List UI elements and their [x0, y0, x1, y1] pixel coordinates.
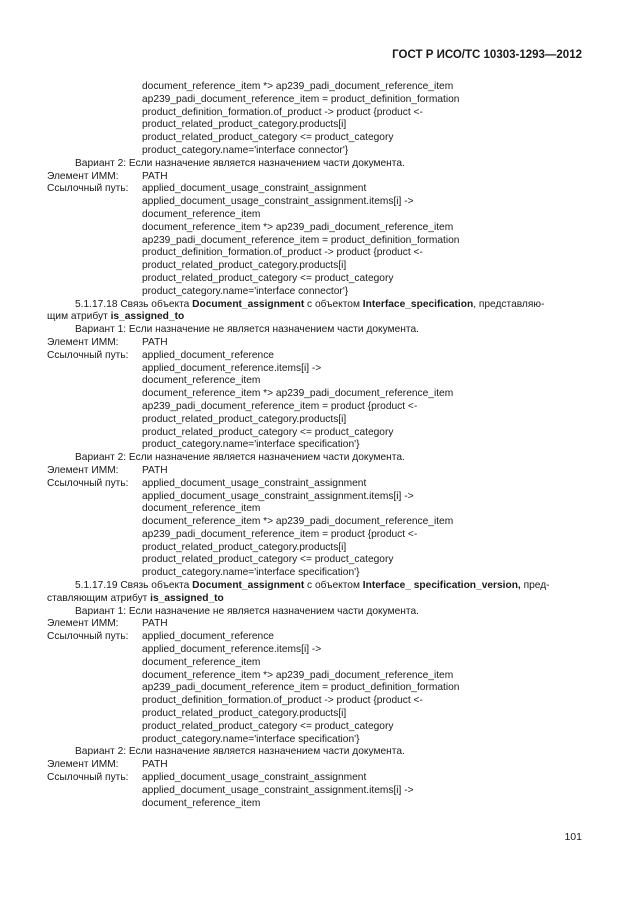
section-text: 5.1.17.18 Связь объекта: [75, 298, 193, 310]
reference-path-row: [0, 631, 630, 644]
entity-name: Document_assignment: [192, 298, 305, 310]
path-line: document_reference_item *> ap239_padi_document_reference_item: [142, 516, 454, 528]
reference-path-row: [0, 772, 630, 785]
path-line: document_reference_item *> ap239_padi_document_reference_item: [142, 81, 454, 92]
path-line: product_definition_formation.of_product -> product {product <-: [142, 106, 423, 118]
path-line: applied_document_usage_constraint_assignment: [142, 772, 367, 784]
imm-element-label: Элемент ИММ:: [47, 618, 119, 630]
path-line: product_category.name='interface specification'}: [142, 439, 360, 451]
path-line: document_reference_item: [142, 503, 261, 515]
path-line: document_reference_item: [142, 375, 261, 387]
imm-element-value: PATH: [142, 618, 168, 630]
reference-path-row: [0, 350, 630, 363]
section-text: с объектом: [304, 298, 363, 310]
section-text: пред-: [520, 580, 550, 592]
section-text: ставляющим атрибут: [47, 592, 151, 604]
variant-heading: Вариант 2: Если назначение является назначением части документа.: [75, 157, 405, 169]
variant-heading: Вариант 1: Если назначение не является назначением части документа.: [75, 324, 419, 336]
imm-element-row: [0, 337, 630, 350]
path-line: product_related_product_category <= product_category: [142, 554, 394, 566]
section-heading-continued: [0, 593, 630, 606]
path-line: product_related_product_category <= product_category: [142, 426, 394, 438]
path-line: document_reference_item: [142, 797, 261, 809]
imm-element-value: PATH: [142, 170, 168, 182]
variant-heading: Вариант 2: Если назначение является назначением части документа.: [75, 746, 405, 758]
path-line: product_definition_formation.of_product -> product {product <-: [142, 695, 423, 707]
reference-path-row: [0, 183, 630, 196]
path-line: applied_document_usage_constraint_assignment.items[i] ->: [142, 784, 414, 796]
imm-element-label: Элемент ИММ:: [47, 759, 119, 771]
path-line: product_related_product_category.products[i]: [142, 260, 347, 272]
path-line: ap239_padi_document_reference_item = product {product <-: [142, 400, 418, 412]
path-line: ap239_padi_document_reference_item = product {product <-: [142, 528, 418, 540]
path-line: applied_document_usage_constraint_assignment: [142, 477, 367, 489]
reference-path-label: Ссылочный путь:: [47, 772, 129, 784]
path-line: document_reference_item: [142, 656, 261, 668]
reference-path-label: Ссылочный путь:: [47, 477, 129, 489]
imm-element-row: [0, 465, 630, 478]
path-line: product_related_product_category.products[i]: [142, 708, 347, 720]
path-line: product_related_product_category <= product_category: [142, 720, 394, 732]
path-line: applied_document_reference.items[i] ->: [142, 362, 322, 374]
path-line: document_reference_item *> ap239_padi_document_reference_item: [142, 388, 454, 400]
path-line: ap239_padi_document_reference_item = product_definition_formation: [142, 93, 460, 105]
section-text: , представляю-: [473, 298, 545, 310]
imm-element-label: Элемент ИММ:: [47, 336, 119, 348]
page-header: ГОСТ Р ИСО/ТС 10303-1293—2012: [392, 49, 582, 61]
attribute-name: is_assigned_to: [110, 311, 185, 323]
reference-path-label: Ссылочный путь:: [47, 349, 129, 361]
imm-element-row: [0, 618, 630, 631]
path-line: ap239_padi_document_reference_item = product_definition_formation: [142, 682, 460, 694]
imm-element-row: [0, 759, 630, 772]
path-line: applied_document_usage_constraint_assignment.items[i] ->: [142, 490, 414, 502]
section-heading-continued: [0, 311, 630, 324]
path-line: product_category.name='interface specification'}: [142, 567, 360, 579]
reference-path-row: [0, 478, 630, 491]
imm-element-label: Элемент ИММ:: [47, 464, 119, 476]
path-line: applied_document_usage_constraint_assignment.items[i] ->: [142, 196, 414, 208]
section-heading: [0, 299, 630, 312]
path-line: document_reference_item *> ap239_padi_document_reference_item: [142, 669, 454, 681]
path-line: product_category.name='interface connector'}: [142, 144, 349, 156]
path-line: product_related_product_category <= product_category: [142, 132, 394, 144]
variant-heading: Вариант 1: Если назначение не является назначением части документа.: [75, 605, 419, 617]
variant-heading: Вариант 2: Если назначение является назначением части документа.: [75, 452, 405, 464]
path-line: product_definition_formation.of_product -> product {product <-: [142, 247, 423, 259]
imm-element-value: PATH: [142, 759, 168, 771]
section-text: 5.1.17.19 Связь объекта: [75, 580, 193, 592]
path-line: product_category.name='interface connector'}: [142, 285, 349, 297]
document-body: [0, 81, 630, 810]
entity-name: Interface_ specification_version,: [362, 580, 521, 592]
attribute-name: is_assigned_to: [150, 592, 224, 604]
path-line: applied_document_usage_constraint_assignment: [142, 183, 367, 195]
path-line: product_related_product_category.products[i]: [142, 541, 347, 553]
entity-name: Interface_specification: [362, 298, 474, 310]
path-line: document_reference_item *> ap239_padi_document_reference_item: [142, 221, 454, 233]
imm-element-label: Элемент ИММ:: [47, 170, 119, 182]
imm-element-row: [0, 171, 630, 184]
section-text: щим атрибут: [47, 311, 111, 323]
path-line: document_reference_item: [142, 208, 261, 220]
path-line: product_related_product_category.products[i]: [142, 119, 347, 131]
path-line: product_related_product_category <= product_category: [142, 272, 394, 284]
imm-element-value: PATH: [142, 464, 168, 476]
reference-path-label: Ссылочный путь:: [47, 631, 129, 643]
path-line: applied_document_reference: [142, 349, 274, 361]
reference-path-label: Ссылочный путь:: [47, 183, 129, 195]
imm-element-value: PATH: [142, 336, 168, 348]
path-line: applied_document_reference.items[i] ->: [142, 644, 322, 656]
section-text: с объектом: [304, 580, 363, 592]
section-heading: [0, 580, 630, 593]
path-line: product_category.name='interface specification'}: [142, 733, 360, 745]
path-line: applied_document_reference: [142, 631, 274, 643]
page-number: 101: [564, 831, 582, 843]
path-line: product_related_product_category.products[i]: [142, 413, 347, 425]
entity-name: Document_assignment: [192, 580, 305, 592]
path-line: ap239_padi_document_reference_item = product_definition_formation: [142, 234, 460, 246]
